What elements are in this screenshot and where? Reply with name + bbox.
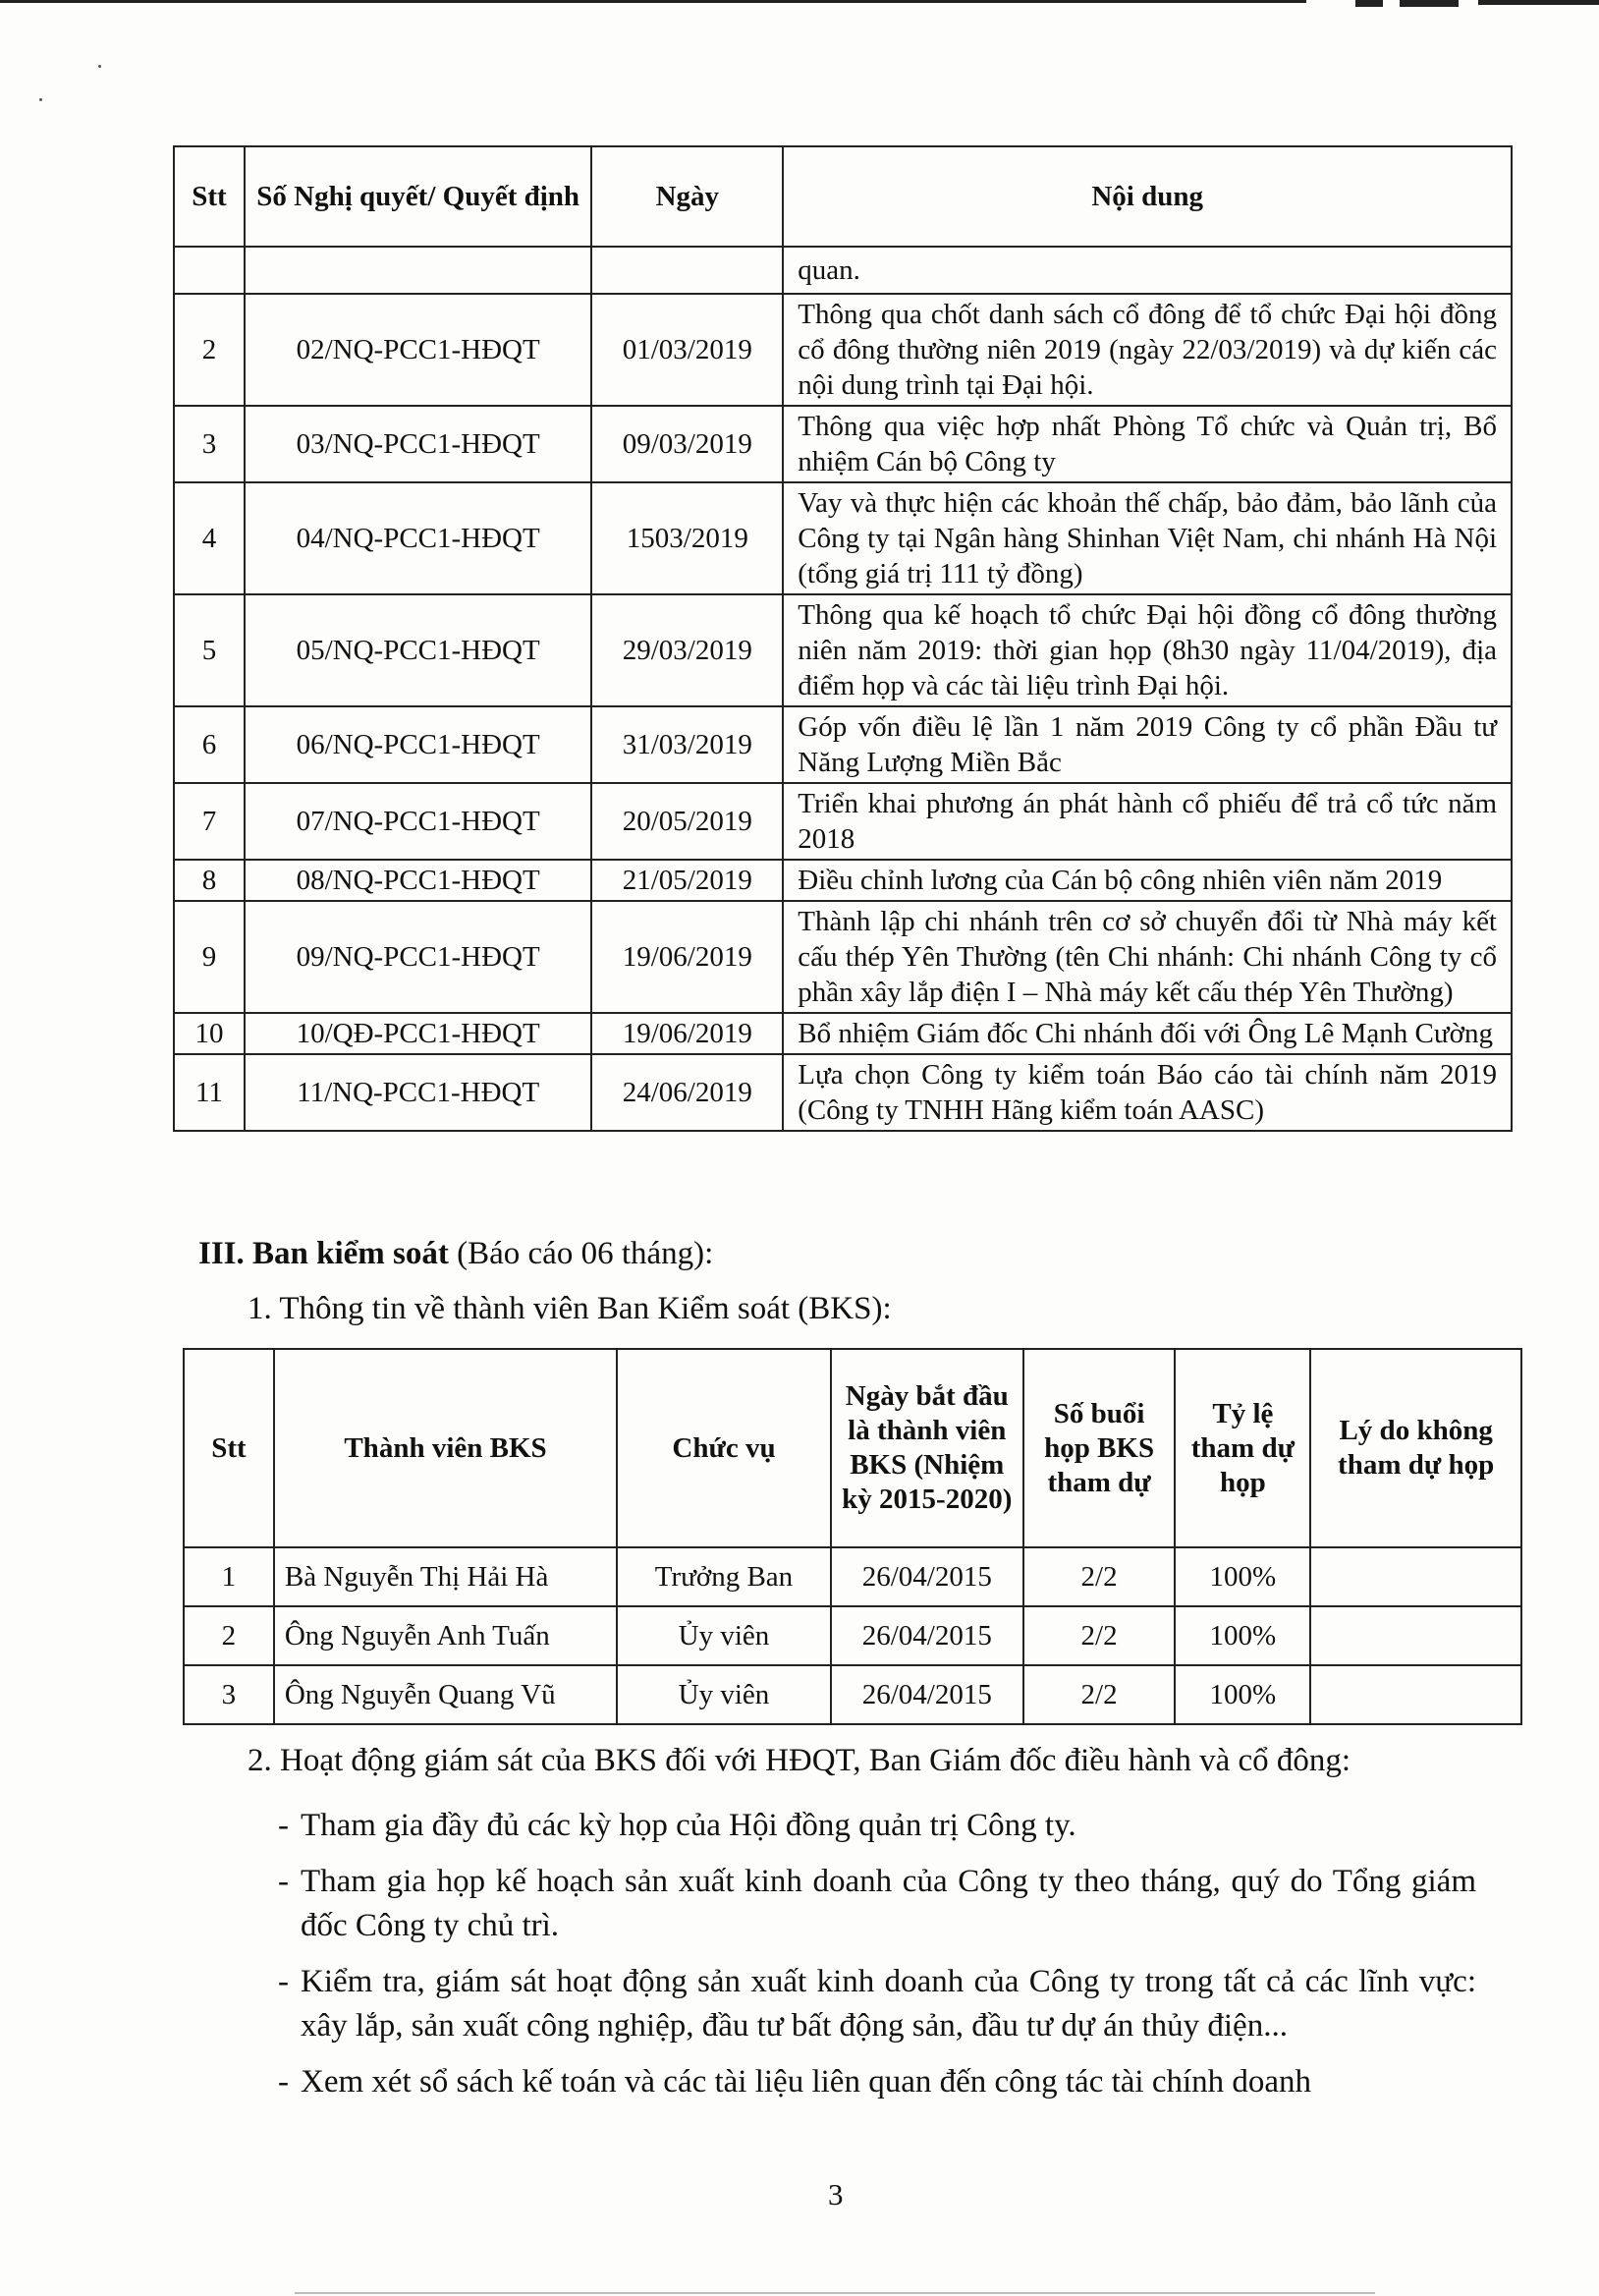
list-item	[278, 2060, 1476, 2104]
cell-date: 21/05/2019	[591, 860, 783, 901]
list-bullet: -	[278, 2064, 289, 2100]
cell-number: 07/NQ-PCC1-HĐQT	[245, 783, 591, 860]
top-mark	[1400, 0, 1459, 7]
cell-stt: 8	[174, 860, 245, 901]
list-item	[278, 1860, 1476, 1948]
cell-attendance-rate: 100%	[1175, 1665, 1310, 1724]
list-bullet: -	[278, 1808, 289, 1843]
list-item-text: Tham gia họp kế hoạch sản xuất kinh doanh của Công ty theo tháng, quý do Tổng giám đốc Công ty chủ trì.	[301, 1864, 1476, 1943]
cell-date: 24/06/2019	[591, 1054, 783, 1131]
header-date: Ngày	[591, 146, 783, 247]
cell-stt: 9	[174, 901, 245, 1013]
header-start-date: Ngày bắt đầu là thành viên BKS (Nhiệm kỳ 2015-2020)	[831, 1349, 1023, 1547]
table-row	[174, 783, 1512, 860]
cell-meetings: 2/2	[1023, 1606, 1176, 1665]
cell-stt: 5	[174, 594, 245, 706]
section-heading	[198, 1236, 713, 1272]
header-position: Chức vụ	[617, 1349, 831, 1547]
cell-content: Bổ nhiệm Giám đốc Chi nhánh đối với Ông Lê Mạnh Cường	[783, 1013, 1512, 1054]
cell-number: 06/NQ-PCC1-HĐQT	[245, 706, 591, 783]
cell-number: 08/NQ-PCC1-HĐQT	[245, 860, 591, 901]
table-row	[174, 594, 1512, 706]
cell-number: 10/QĐ-PCC1-HĐQT	[245, 1013, 591, 1054]
list-item-text: Tham gia đầy đủ các kỳ họp của Hội đồng quản trị Công ty.	[301, 1808, 1076, 1843]
cell-member: Bà Nguyễn Thị Hải Hà	[274, 1547, 617, 1606]
cell-meetings: 2/2	[1023, 1547, 1176, 1606]
cell-position: Ủy viên	[617, 1665, 831, 1724]
cell-stt: 10	[174, 1013, 245, 1054]
cell-absence-reason	[1310, 1606, 1521, 1665]
cell-content: Vay và thực hiện các khoản thế chấp, bảo đảm, bảo lãnh của Công ty tại Ngân hàng Shinhan Việt Nam, chi nhánh Hà Nội (tổng giá trị 111 tỷ đồng)	[783, 482, 1512, 594]
cell-number: 11/NQ-PCC1-HĐQT	[245, 1054, 591, 1131]
cell-stt: 1	[184, 1547, 274, 1606]
resolutions-table	[173, 145, 1513, 1132]
cell-content: Góp vốn điều lệ lần 1 năm 2019 Công ty cổ phần Đầu tư Năng Lượng Miền Bắc	[783, 706, 1512, 783]
table-row	[174, 1013, 1512, 1054]
list-bullet: -	[278, 1964, 289, 1999]
bottom-scan-line	[295, 2292, 1375, 2294]
cell-number: 03/NQ-PCC1-HĐQT	[245, 406, 591, 482]
cell-stt: 6	[174, 706, 245, 783]
cell-date: 01/03/2019	[591, 294, 783, 406]
cell-start-date: 26/04/2015	[831, 1606, 1023, 1665]
list-item	[278, 1804, 1476, 1848]
cell-number	[245, 247, 591, 294]
cell-stt: 4	[174, 482, 245, 594]
cell-member: Ông Nguyễn Quang Vũ	[274, 1665, 617, 1724]
subsection-title: 1. Thông tin về thành viên Ban Kiểm soát (BKS):	[248, 1291, 892, 1326]
cell-date	[591, 247, 783, 294]
header-number: Số Nghị quyết/ Quyết định	[245, 146, 591, 247]
header-absence-reason: Lý do không tham dự họp	[1310, 1349, 1521, 1547]
cell-meetings: 2/2	[1023, 1665, 1176, 1724]
cell-stt	[174, 247, 245, 294]
header-stt: Stt	[184, 1349, 274, 1547]
cell-date: 09/03/2019	[591, 406, 783, 482]
cell-position: Ủy viên	[617, 1606, 831, 1665]
table-header-row	[174, 146, 1512, 247]
top-border-line	[0, 0, 1306, 3]
activity-list	[278, 1804, 1476, 2116]
scan-speck	[98, 65, 101, 68]
section-heading-rest: (Báo cáo 06 tháng):	[448, 1236, 714, 1271]
cell-position: Trưởng Ban	[617, 1547, 831, 1606]
cell-date: 20/05/2019	[591, 783, 783, 860]
subsection-title: 2. Hoạt động giám sát của BKS đối với HĐQT, Ban Giám đốc điều hành và cổ đông:	[248, 1743, 1351, 1778]
header-meetings: Số buổi họp BKS tham dự	[1023, 1349, 1176, 1547]
list-item-text: Kiểm tra, giám sát hoạt động sản xuất kinh doanh của Công ty trong tất cả các lĩnh vực: xây lắp, sản xuất công nghiệp, đầu tư bất động sản, đầu tư dự án thủy điện...	[301, 1964, 1476, 2044]
table-row	[184, 1547, 1521, 1606]
cell-date: 31/03/2019	[591, 706, 783, 783]
supervisory-board-table	[183, 1348, 1522, 1725]
cell-number: 02/NQ-PCC1-HĐQT	[245, 294, 591, 406]
cell-stt: 2	[184, 1606, 274, 1665]
list-bullet: -	[278, 1864, 289, 1899]
scan-speck	[39, 98, 42, 101]
cell-stt: 2	[174, 294, 245, 406]
section-heading-bold: III. Ban kiểm soát	[198, 1236, 449, 1271]
cell-content: Thành lập chi nhánh trên cơ sở chuyển đổi từ Nhà máy kết cấu thép Yên Thường (tên Chi nhánh: Chi nhánh Công ty cổ phần xây lắp điện I – Nhà máy kết cấu thép Yên Thường)	[783, 901, 1512, 1013]
cell-member: Ông Nguyễn Anh Tuấn	[274, 1606, 617, 1665]
table-row	[184, 1606, 1521, 1665]
table-row	[174, 294, 1512, 406]
page-number: 3	[828, 2177, 844, 2212]
cell-stt: 7	[174, 783, 245, 860]
table-row	[174, 706, 1512, 783]
header-member: Thành viên BKS	[274, 1349, 617, 1547]
cell-content: Thông qua chốt danh sách cổ đông để tổ chức Đại hội đồng cổ đông thường niên 2019 (ngày 22/03/2019) và dự kiến các nội dung trình tại Đại hội.	[783, 294, 1512, 406]
cell-number: 04/NQ-PCC1-HĐQT	[245, 482, 591, 594]
header-attendance-rate: Tỷ lệ tham dự họp	[1175, 1349, 1310, 1547]
table-header-row	[184, 1349, 1521, 1547]
cell-content: Triển khai phương án phát hành cổ phiếu để trả cổ tức năm 2018	[783, 783, 1512, 860]
cell-number: 09/NQ-PCC1-HĐQT	[245, 901, 591, 1013]
list-item	[278, 1960, 1476, 2048]
cell-content: Thông qua việc hợp nhất Phòng Tổ chức và Quản trị, Bổ nhiệm Cán bộ Công ty	[783, 406, 1512, 482]
table-row	[174, 247, 1512, 294]
cell-stt: 11	[174, 1054, 245, 1131]
top-mark	[1355, 0, 1383, 7]
cell-attendance-rate: 100%	[1175, 1606, 1310, 1665]
cell-content: Điều chỉnh lương của Cán bộ công nhiên viên năm 2019	[783, 860, 1512, 901]
cell-date: 1503/2019	[591, 482, 783, 594]
list-item-text: Xem xét sổ sách kế toán và các tài liệu liên quan đến công tác tài chính doanh	[301, 2064, 1312, 2100]
header-content: Nội dung	[783, 146, 1512, 247]
cell-date: 19/06/2019	[591, 1013, 783, 1054]
table-row	[174, 901, 1512, 1013]
table-row	[184, 1665, 1521, 1724]
cell-stt: 3	[174, 406, 245, 482]
table-row	[174, 482, 1512, 594]
cell-absence-reason	[1310, 1665, 1521, 1724]
top-mark	[1478, 0, 1599, 5]
cell-number: 05/NQ-PCC1-HĐQT	[245, 594, 591, 706]
cell-date: 29/03/2019	[591, 594, 783, 706]
table-row	[174, 860, 1512, 901]
cell-content: Thông qua kế hoạch tổ chức Đại hội đồng cổ đông thường niên năm 2019: thời gian họp (8h30 ngày 11/04/2019), địa điểm họp và các tài liệu trình Đại hội.	[783, 594, 1512, 706]
cell-attendance-rate: 100%	[1175, 1547, 1310, 1606]
cell-content: Lựa chọn Công ty kiểm toán Báo cáo tài chính năm 2019 (Công ty TNHH Hãng kiểm toán AASC)	[783, 1054, 1512, 1131]
table-row	[174, 1054, 1512, 1131]
cell-start-date: 26/04/2015	[831, 1547, 1023, 1606]
cell-date: 19/06/2019	[591, 901, 783, 1013]
cell-absence-reason	[1310, 1547, 1521, 1606]
cell-stt: 3	[184, 1665, 274, 1724]
cell-start-date: 26/04/2015	[831, 1665, 1023, 1724]
cell-content: quan.	[783, 247, 1512, 294]
header-stt: Stt	[174, 146, 245, 247]
table-row	[174, 406, 1512, 482]
